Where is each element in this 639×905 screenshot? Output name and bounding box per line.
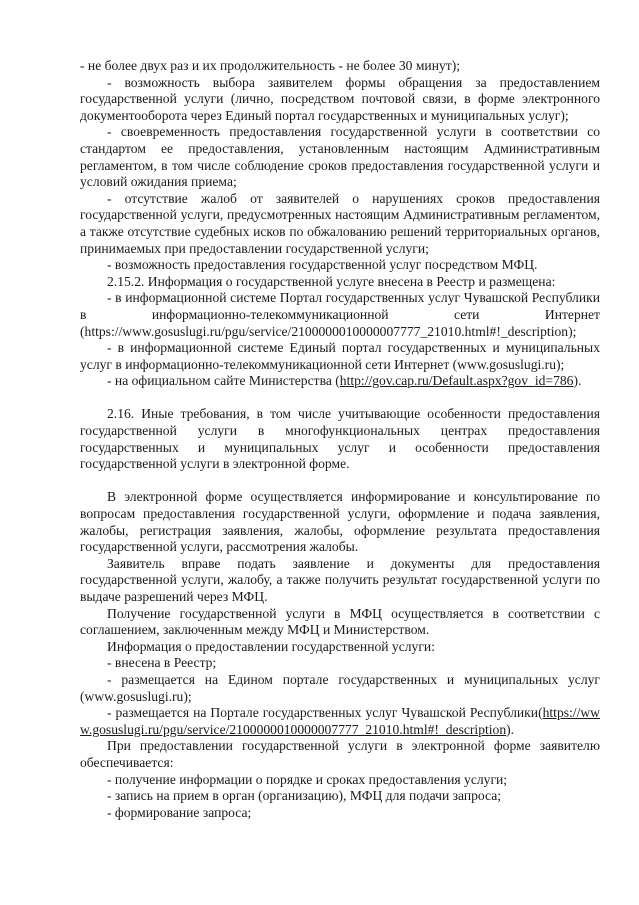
document-page bbox=[80, 58, 600, 821]
text: ). bbox=[573, 373, 582, 389]
paragraph: - своевременность предоставления государственной услуги в соответствии со стандартом ее предоставления, установленным настоящим Административным регламентом, в том числе соблюдение сроков предоставления государственной услуги и условий ожидания приема; bbox=[80, 124, 600, 190]
paragraph: - внесена в Реестр; bbox=[107, 655, 217, 671]
text: - размещается на Портале государственных услуг Чувашской Республики( bbox=[107, 705, 543, 721]
paragraph: - возможность предоставления государственной услуг посредством МФЦ. bbox=[107, 257, 538, 273]
paragraph: Информация о предоставлении государственной услуги: bbox=[107, 638, 435, 654]
paragraph: - отсутствие жалоб от заявителей о нарушениях сроков предоставления государственной услуги, предусмотренных настоящим Административным регламентом, а также отсутствие судебных исков по обжалованию решений территориальных органов, принимаемых при предоставлении государственной услуги; bbox=[80, 190, 600, 256]
paragraph: - получение информации о порядке и сроках предоставления услуги; bbox=[107, 771, 508, 787]
paragraph-portal-link bbox=[80, 705, 600, 738]
section-heading-2-16: 2.16. Иные требования, в том числе учитывающие особенности предоставления государственной услуги в многофункциональных центрах предоставления государственных и муниципальных услуг и особенности предоставления государственной услуги в электронной форме. bbox=[80, 406, 600, 472]
paragraph: - в информационной системе Портал государственных услуг Чувашской Республики в информационно-телекоммуникационной сети Интернет (https://www.gosuslugi.ru/pgu/service/2100000010000007777_21010.html#!_description); bbox=[80, 290, 600, 339]
paragraph: В электронной форме осуществляется информирование и консультирование по вопросам предоставления государственной услуги, оформление и подача заявления, жалобы, регистрация заявления, жалобы, оформление результата предоставления государственной услуги, рассмотрения жалобы. bbox=[80, 489, 600, 555]
text: - на официальном сайте Министерства ( bbox=[107, 373, 340, 389]
spacer bbox=[80, 473, 600, 490]
text: ). bbox=[506, 721, 515, 737]
paragraph: 2.15.2. Информация о государственной услуге внесена в Реестр и размещена: bbox=[107, 273, 556, 289]
portal-link[interactable]: https://www.gosuslugi.ru/pgu/service/2100000010000007777_21010.html#!_description bbox=[80, 705, 600, 737]
paragraph: - в информационной системе Единый портал государственных и муниципальных услуг в информационно-телекоммуникационной сети Интернет (www.gosuslugi.ru); bbox=[80, 340, 600, 372]
paragraph: Заявитель вправе подать заявление и документы для предоставления государственной услуги, жалобу, а также получить результат государственной услуги по выдаче разрешений через МФЦ. bbox=[80, 555, 600, 604]
paragraph: - не более двух раз и их продолжительность - не более 30 минут); bbox=[80, 58, 461, 73]
paragraph: - запись на прием в орган (организацию), МФЦ для подачи запроса; bbox=[107, 788, 502, 804]
paragraph: - формирование запроса; bbox=[107, 804, 252, 820]
paragraph-ministry-site bbox=[80, 373, 600, 390]
paragraph: - возможность выбора заявителем формы обращения за предоставлением государственной услуги (лично, посредством почтовой связи, в форме электронного документооборота через Единый портал государственных и муниципальных услуг); bbox=[80, 74, 600, 123]
paragraph: Получение государственной услуги в МФЦ осуществляется в соответствии с соглашением, заключенным между МФЦ и Министерством. bbox=[80, 605, 600, 638]
ministry-site-link[interactable]: http://gov.cap.ru/Default.aspx?gov_id=786 bbox=[339, 373, 574, 389]
paragraph: - размещается на Едином портале государственных и муниципальных услуг (www.gosuslugi.ru); bbox=[80, 671, 600, 704]
paragraph: При предоставлении государственной услуги в электронной форме заявителю обеспечивается: bbox=[80, 738, 600, 770]
spacer bbox=[80, 390, 600, 407]
